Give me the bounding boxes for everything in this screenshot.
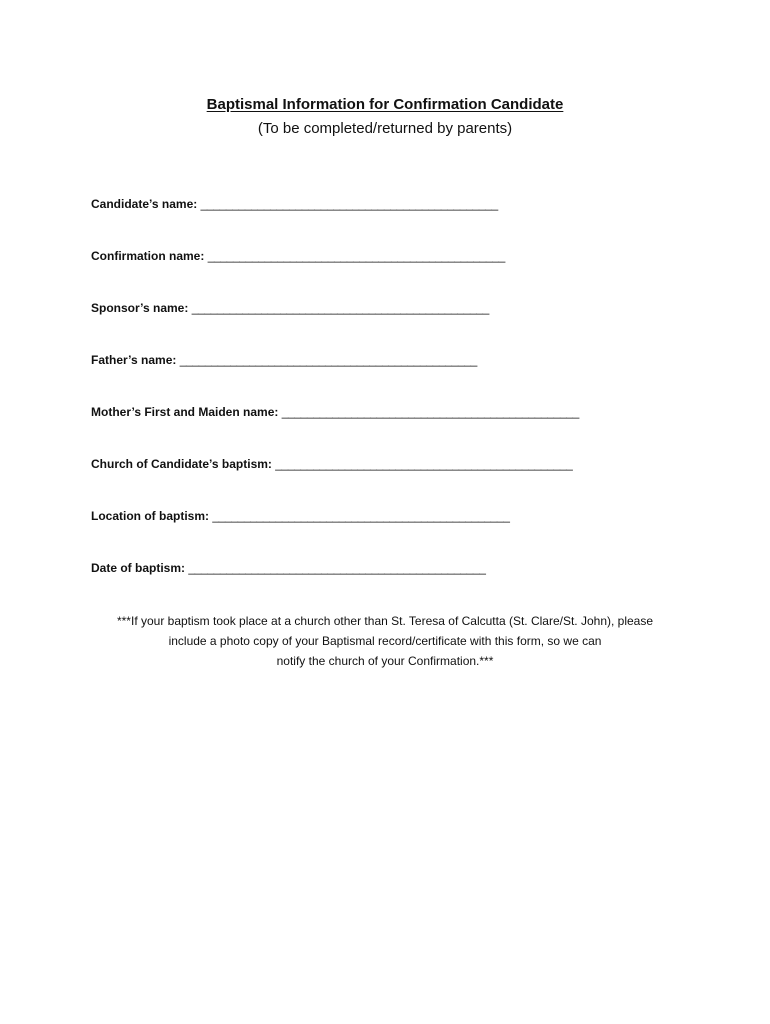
field-label: Church of Candidate’s baptism: [91,457,272,471]
baptism-church-field[interactable] [91,457,572,471]
note-line: include a photo copy of your Baptismal record/certificate with this form, so we can [168,634,602,648]
field-label: Father’s name: [91,353,177,367]
fill-in-line[interactable]: _______________________________________________ [191,301,489,315]
field-label: Date of baptism: [91,561,186,575]
note-line: notify the church of your Confirmation.*** [276,654,494,668]
form-title: Baptismal Information for Confirmation Candidate [206,96,564,113]
candidate-name-field[interactable] [91,197,498,211]
father-name-field[interactable] [91,353,477,367]
fill-in-line[interactable]: _______________________________________________ [200,197,498,211]
fill-in-line[interactable]: _______________________________________________ [207,249,505,263]
confirmation-name-field[interactable] [91,249,505,263]
baptism-location-field[interactable] [91,509,510,523]
sponsor-name-field[interactable] [91,301,489,315]
fill-in-line[interactable]: _______________________________________________ [179,353,477,367]
baptism-date-field[interactable] [91,561,486,575]
field-label: Confirmation name: [91,249,205,263]
instruction-note [60,611,710,671]
form-subtitle: (To be completed/returned by parents) [257,120,513,137]
field-label: Candidate’s name: [91,197,198,211]
fill-in-line[interactable]: _______________________________________________ [188,561,486,575]
field-label: Location of baptism: [91,509,209,523]
mother-name-field[interactable] [91,405,579,419]
fill-in-line[interactable]: _______________________________________________ [281,405,579,419]
field-label: Mother’s First and Maiden name: [91,405,279,419]
note-line: ***If your baptism took place at a church other than St. Teresa of Calcutta (St. Clare/St. John), please [116,614,654,628]
fill-in-line[interactable]: _______________________________________________ [212,509,510,523]
fill-in-line[interactable]: _______________________________________________ [275,457,573,471]
field-label: Sponsor’s name: [91,301,189,315]
